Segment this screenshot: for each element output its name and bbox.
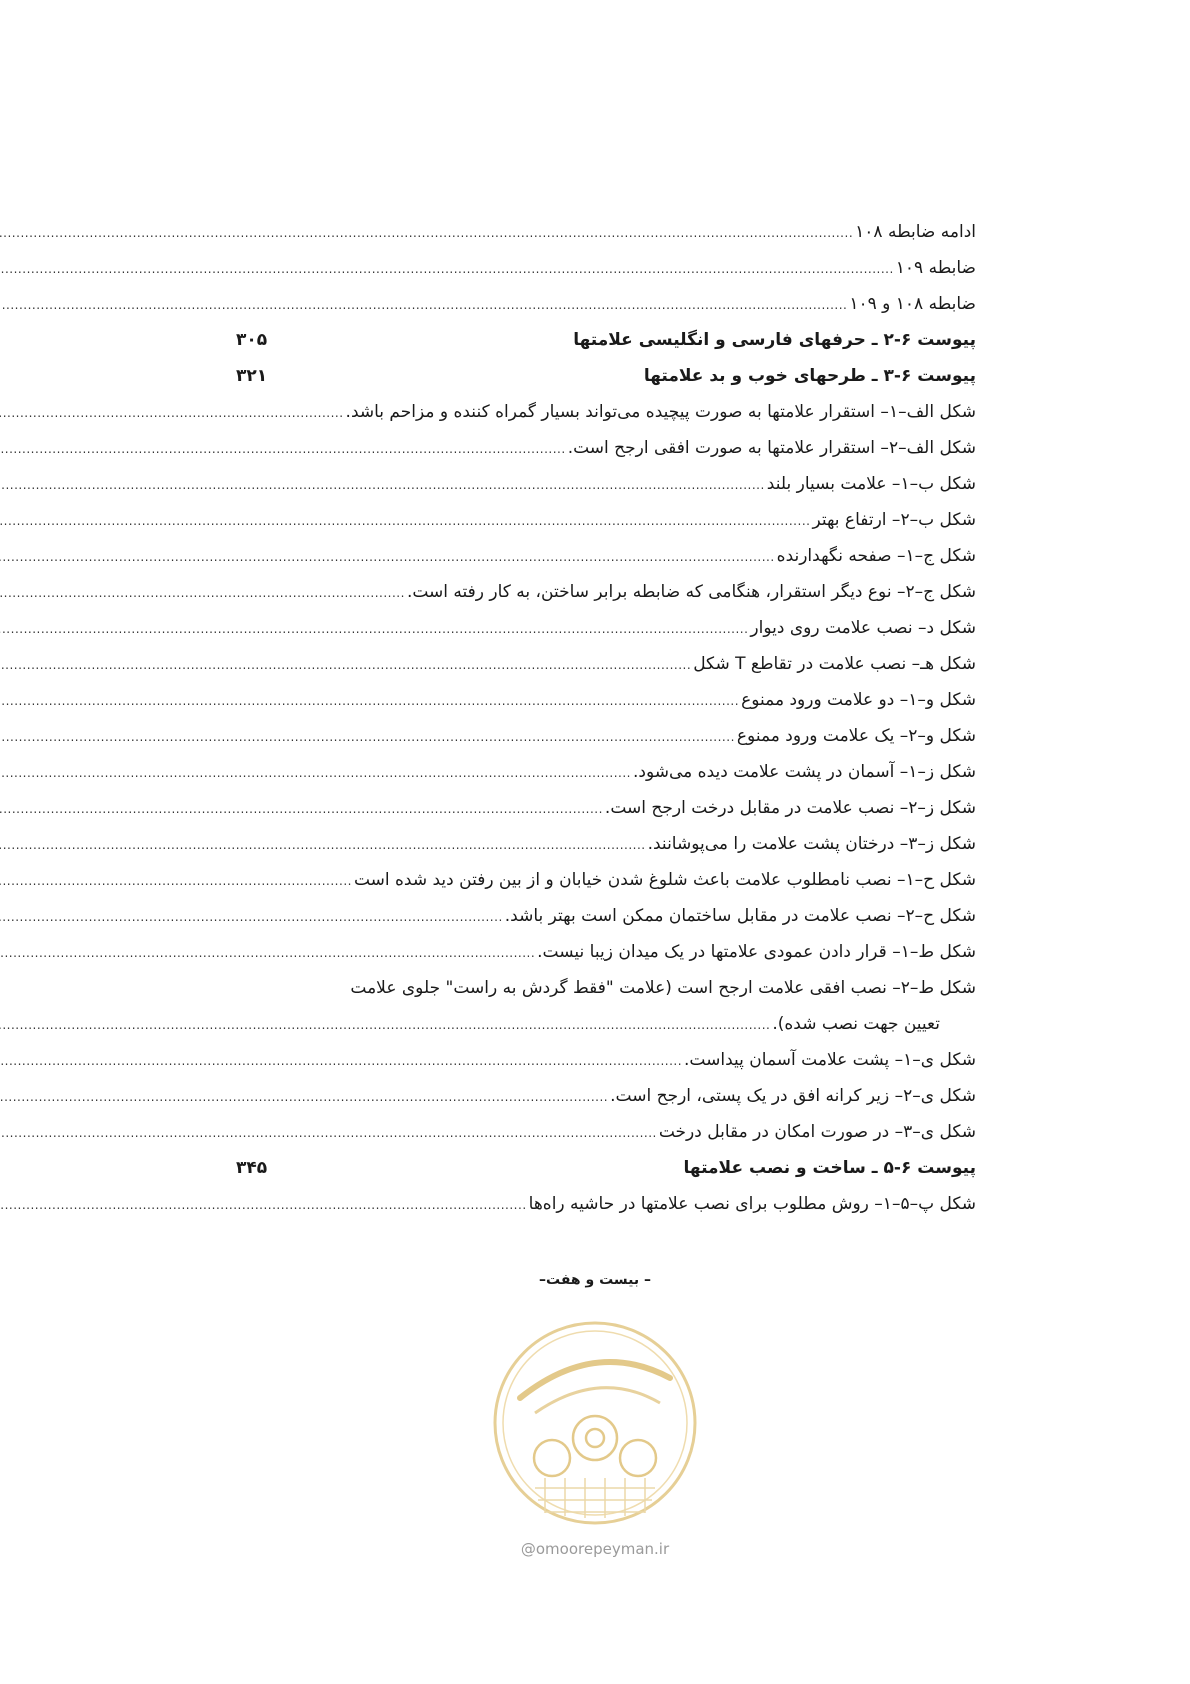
- toc-entry-row: [236, 214, 976, 250]
- toc-entry-row: [236, 682, 976, 718]
- toc-entry-title: شکل ط–۲– نصب افقی علامت ارجح است (علامت "فقط گردش به راست" جلوی علامت: [350, 978, 976, 998]
- at-icon: @: [520, 1540, 536, 1558]
- toc-leader-dots: [0, 503, 810, 539]
- toc-entry-row: [236, 1114, 976, 1150]
- toc-entry-title: شکل ج–۱– صفحه نگهدارنده: [776, 546, 976, 566]
- toc-entry-title: شکل ح–۲– نصب علامت در مقابل ساختمان ممکن است بهتر باشد.: [504, 906, 976, 926]
- toc-leader-dots: [0, 827, 646, 863]
- toc-entry-title: ادامه ضابطه ۱۰۸: [855, 222, 976, 242]
- toc-leader-dots: [0, 611, 748, 647]
- toc-entry-row: [236, 394, 976, 430]
- toc-leader-dots: [0, 215, 853, 251]
- toc-entry-row: [236, 502, 976, 538]
- toc-entry-title: شکل هـ– نصب علامت در تقاطع T شکل: [693, 654, 976, 674]
- toc-leader-dots: [0, 1007, 770, 1043]
- toc-entry-title: تعیین جهت نصب شده).: [772, 1014, 940, 1034]
- toc-entry-row: [236, 754, 976, 790]
- toc-entry-title: شکل د– نصب علامت روی دیوار: [750, 618, 976, 638]
- toc-entry-title: شکل الف–۲– استقرار علامتها به صورت افقی ارجح است.: [567, 438, 976, 458]
- toc-leader-dots: [0, 539, 775, 575]
- toc-leader-dots: [0, 755, 631, 791]
- toc-entry-row: [236, 934, 976, 970]
- toc-entry-row: [236, 862, 976, 898]
- toc-entry-title: شکل ب–۲– ارتفاع بهتر: [812, 510, 976, 530]
- table-of-contents: [236, 214, 976, 1222]
- toc-leader-dots: [0, 683, 739, 719]
- toc-leader-dots: [0, 287, 847, 323]
- toc-leader-dots: [0, 863, 352, 899]
- toc-entry-title: شکل ب–۱– علامت بسیار بلند: [766, 474, 976, 494]
- toc-entry-row: [236, 574, 976, 610]
- toc-entry-row: [236, 1042, 976, 1078]
- toc-page-number: ۳۰۵: [236, 330, 268, 350]
- toc-entry-row: [236, 250, 976, 286]
- toc-entry-title: شکل و–۲– یک علامت ورود ممنوع: [736, 726, 976, 746]
- toc-leader-dots: [0, 791, 603, 827]
- toc-leader-dots: [0, 899, 503, 935]
- toc-entry-title: شکل ی–۳– در صورت امکان در مقابل درخت: [658, 1122, 976, 1142]
- toc-entry-row: [236, 466, 976, 502]
- toc-entry-row: [236, 646, 976, 682]
- watermark-website: @omoorepeyman.ir: [520, 1540, 670, 1558]
- toc-entry-title: شکل ز–۳– درختان پشت علامت را می‌پوشانند.: [647, 834, 976, 854]
- toc-leader-dots: [0, 395, 344, 431]
- toc-entry-title: پیوست ۶-۵ ـ ساخت و نصب علامتها: [683, 1158, 976, 1178]
- toc-entry-title: شکل ط–۱– قرار دادن عمودی علامتها در یک میدان زیبا نیست.: [537, 942, 976, 962]
- toc-entry-title: ضابطه ۱۰۸ و ۱۰۹: [849, 294, 976, 314]
- toc-entry-title: شکل و–۱– دو علامت ورود ممنوع: [741, 690, 976, 710]
- toc-section-row: [236, 322, 976, 358]
- toc-entry-row: [236, 1078, 976, 1114]
- toc-entry-title: ضابطه ۱۰۹: [895, 258, 976, 278]
- toc-leader-dots: [0, 575, 405, 611]
- toc-leader-dots: [0, 935, 535, 971]
- toc-entry-row: [236, 718, 976, 754]
- toc-entry-title: شکل ز–۱– آسمان در پشت علامت دیده می‌شود.: [632, 762, 976, 782]
- toc-leader-dots: [0, 1187, 527, 1223]
- toc-leader-dots: [0, 1115, 657, 1151]
- toc-entry-row: [236, 538, 976, 574]
- toc-entry-title: شکل پ–۵–۱– روش مطلوب برای نصب علامتها در حاشیه راه‌ها: [528, 1194, 976, 1214]
- toc-leader-dots: [0, 1079, 608, 1115]
- toc-entry-title: شکل ج–۲– نوع دیگر استقرار، هنگامی که ضابطه برابر ساختن، به کار رفته است.: [406, 582, 976, 602]
- toc-entry-title: شکل ح–۱– نصب نامطلوب علامت باعث شلوغ شدن خیابان و از بین رفتن دید شده است: [353, 870, 976, 890]
- toc-leader-dots: [0, 647, 691, 683]
- toc-entry-row: [236, 286, 976, 322]
- toc-leader-dots: [0, 1043, 682, 1079]
- toc-leader-dots: [0, 467, 765, 503]
- toc-entry-title: شکل الف–۱– استقرار علامتها به صورت پیچیده می‌تواند بسیار گمراه کننده و مزاحم باشد.: [345, 402, 976, 422]
- toc-entry-row: [236, 898, 976, 934]
- toc-entry-row: [236, 1186, 976, 1222]
- toc-entry-row: [236, 430, 976, 466]
- toc-entry-title: شکل ز–۲– نصب علامت در مقابل درخت ارجح است.: [604, 798, 976, 818]
- page-number-footer: – بیست و هفت–: [539, 1272, 651, 1288]
- toc-leader-dots: [0, 431, 566, 467]
- watermark-seal: [490, 1318, 700, 1528]
- toc-leader-dots: [0, 251, 894, 287]
- toc-section-row: [236, 1150, 976, 1186]
- toc-leader-dots: [0, 719, 735, 755]
- toc-entry-title: پیوست ۶-۳ ـ طرحهای خوب و بد علامتها: [643, 366, 976, 386]
- toc-page-number: ۳۲۱: [236, 366, 268, 386]
- toc-entry-title: پیوست ۶-۲ ـ حرفهای فارسی و انگلیسی علامتها: [573, 330, 976, 350]
- toc-entry-title: شکل ی–۲– زیر کرانه افق در یک پستی، ارجح است.: [610, 1086, 976, 1106]
- toc-entry-row: [236, 970, 976, 1006]
- toc-entry-row: [236, 1006, 976, 1042]
- toc-page-number: ۳۴۵: [236, 1158, 268, 1178]
- toc-entry-title: شکل ی–۱– پشت علامت آسمان پیداست.: [684, 1050, 976, 1070]
- toc-entry-row: [236, 610, 976, 646]
- toc-section-row: [236, 358, 976, 394]
- toc-entry-row: [236, 826, 976, 862]
- toc-entry-row: [236, 790, 976, 826]
